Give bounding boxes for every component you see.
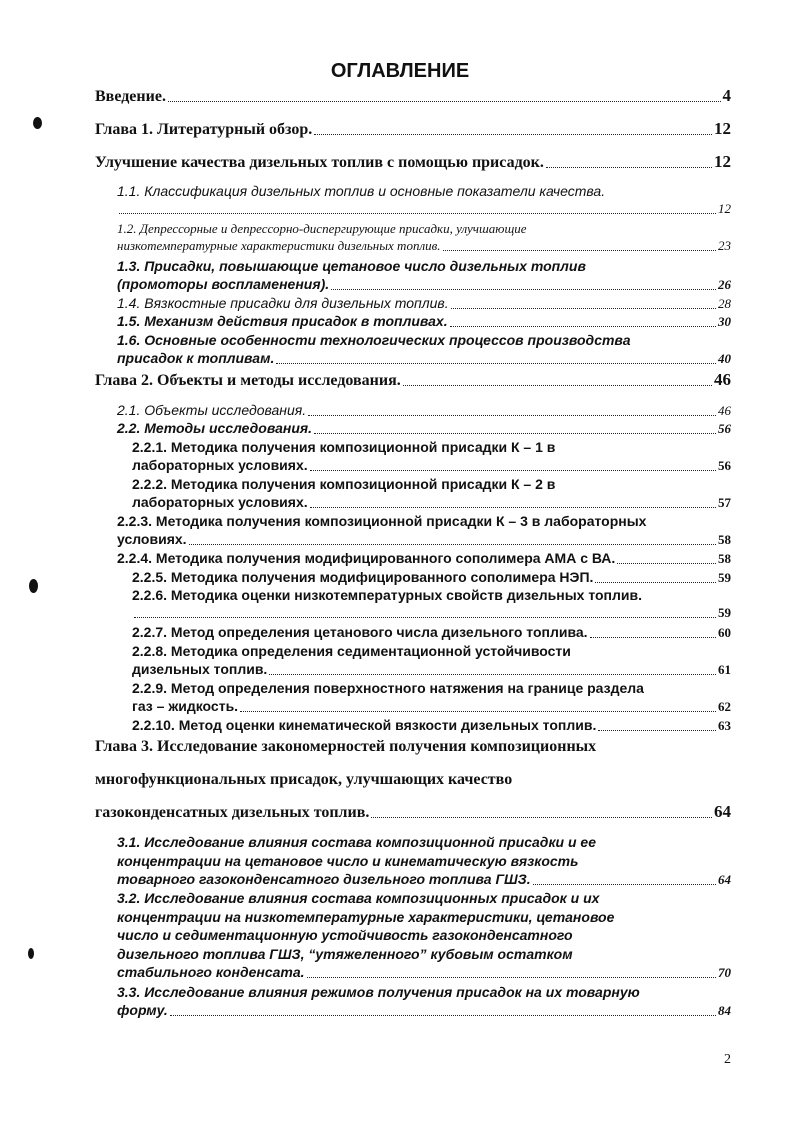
dot-leader bbox=[331, 288, 716, 290]
entry-page: 57 bbox=[718, 495, 731, 510]
toc-entry-3-2-title-1[interactable]: 3.2. Исследование влияния состава композиционных присадок и их bbox=[117, 890, 600, 906]
toc-entry-1-6-title[interactable]: 1.6. Основные особенности технологических процессов производства bbox=[117, 332, 631, 348]
entry-page: 64 bbox=[718, 872, 731, 887]
dot-leader bbox=[546, 166, 712, 168]
toc-entry-2-2-2-title[interactable]: 2.2.2. Методика получения композиционной присадки К – 2 в bbox=[132, 476, 556, 492]
toc-entry-2-2-1-title[interactable]: 2.2.1. Методика получения композиционной присадки К – 1 в bbox=[132, 439, 556, 455]
page-number: 2 bbox=[724, 1052, 731, 1067]
entry-page: 28 bbox=[718, 296, 731, 311]
entry-page: 46 bbox=[718, 403, 731, 418]
entry-title: Улучшение качества дизельных топлив с помощью присадок. bbox=[95, 154, 544, 171]
toc-entry-1-1[interactable] bbox=[117, 199, 731, 219]
toc-entry-3-3[interactable] bbox=[117, 1000, 731, 1021]
entry-title: Глава 2. Объекты и методы исследования. bbox=[95, 372, 401, 389]
dot-leader bbox=[371, 816, 712, 818]
toc-entry-3-1-title-2[interactable]: концентрации на цетановое число и кинематическую вязкость bbox=[117, 853, 579, 869]
entry-page: 12 bbox=[714, 152, 731, 171]
toc-entry-3-2[interactable] bbox=[117, 962, 731, 983]
dot-leader bbox=[168, 100, 721, 102]
entry-page: 62 bbox=[718, 699, 731, 714]
toc-entry-2-2[interactable] bbox=[117, 418, 731, 439]
toc-entry-3-3-title[interactable]: 3.3. Исследование влияния режимов получения присадок на их товарную bbox=[117, 984, 640, 1000]
entry-title: газоконденсатных дизельных топлив. bbox=[95, 804, 370, 821]
toc-entry-3-2-title-2[interactable]: концентрации на низкотемпературные характеристики, цетановое bbox=[117, 909, 615, 925]
toc-entry-3-1-title-1[interactable]: 3.1. Исследование влияния состава композиционной присадки и ее bbox=[117, 834, 597, 850]
entry-page: 64 bbox=[714, 802, 731, 821]
toc-entry-ch3-title-2[interactable]: многофункциональных присадок, улучшающих качество bbox=[95, 771, 513, 788]
entry-page: 59 bbox=[718, 570, 731, 585]
entry-title: 2.2.7. Метод определения цетанового числа дизельного топлива. bbox=[132, 624, 588, 640]
toc-entry-ch3-title-1[interactable]: Глава 3. Исследование закономерностей получения композиционных bbox=[95, 738, 597, 755]
entry-page: 26 bbox=[718, 277, 731, 292]
dot-leader bbox=[119, 212, 716, 214]
toc-entry-2-2-6-title[interactable]: 2.2.6. Методика оценки низкотемпературных свойств дизельных топлив. bbox=[132, 587, 643, 603]
entry-page: 12 bbox=[714, 119, 731, 138]
toc-entry-2-2-9-title[interactable]: 2.2.9. Метод определения поверхностного натяжения на границе раздела bbox=[132, 680, 644, 696]
toc-entry-2-2-7[interactable] bbox=[132, 622, 731, 643]
entry-title: Введение. bbox=[95, 88, 166, 105]
toc-entry-ch2[interactable] bbox=[95, 370, 731, 391]
dot-leader bbox=[134, 616, 716, 618]
dot-leader bbox=[170, 1014, 716, 1016]
dot-leader bbox=[451, 307, 716, 309]
entry-title: присадок к топливам. bbox=[117, 350, 275, 366]
entry-page: 23 bbox=[718, 238, 731, 253]
entry-title: лабораторных условиях. bbox=[132, 457, 308, 473]
toc-entry-intro[interactable] bbox=[95, 86, 731, 107]
toc-entry-1-5[interactable] bbox=[117, 311, 731, 332]
toc-entry-3-2-title-4[interactable]: дизельного топлива ГШЗ, “утяжеленного” кубовым остатком bbox=[117, 946, 573, 962]
toc-entry-ch3[interactable] bbox=[95, 802, 731, 823]
entry-title: Глава 1. Литературный обзор. bbox=[95, 121, 313, 138]
entry-title: товарного газоконденсатного дизельного топлива ГШЗ. bbox=[117, 871, 531, 887]
toc-entry-2-2-3[interactable] bbox=[117, 529, 731, 550]
entry-title: 1.4. Вязкостные присадки для дизельных топлив. bbox=[117, 295, 449, 311]
entry-page: 4 bbox=[722, 86, 731, 105]
entry-title: 2.2.10. Метод оценки кинематической вязкости дизельных топлив. bbox=[132, 717, 597, 733]
entry-page: 63 bbox=[718, 718, 731, 733]
dot-leader bbox=[240, 710, 716, 712]
entry-title: (промоторы воспламенения). bbox=[117, 276, 330, 292]
entry-title: лабораторных условиях. bbox=[132, 494, 308, 510]
entry-page: 58 bbox=[718, 532, 731, 547]
dot-leader bbox=[533, 883, 716, 885]
entry-title: дизельных топлив. bbox=[132, 661, 268, 677]
toc-entry-3-1[interactable] bbox=[117, 869, 731, 890]
dot-leader bbox=[307, 976, 716, 978]
toc-entry-1-3[interactable] bbox=[117, 274, 731, 295]
toc-entry-2-2-3-title[interactable]: 2.2.3. Методика получения композиционной присадки К – 3 в лабораторных bbox=[117, 513, 647, 529]
entry-title: 2.2. Методы исследования. bbox=[117, 420, 313, 436]
dot-leader bbox=[403, 384, 712, 386]
entry-page: 56 bbox=[718, 421, 731, 436]
entry-title: форму. bbox=[117, 1002, 168, 1018]
dot-leader bbox=[617, 562, 716, 564]
toc-entry-1-2-title[interactable]: 1.2. Депрессорные и депрессорно-диспергирующие присадки, улучшающие bbox=[117, 221, 527, 236]
dot-leader bbox=[189, 543, 716, 545]
entry-page: 59 bbox=[718, 605, 731, 620]
dot-leader bbox=[598, 729, 716, 731]
entry-title: стабильного конденсата. bbox=[117, 964, 305, 980]
toc-entry-2-2-2[interactable] bbox=[132, 492, 731, 513]
toc-entry-1-1-title[interactable]: 1.1. Классификация дизельных топлив и основные показатели качества. bbox=[117, 183, 606, 199]
dot-leader bbox=[595, 581, 716, 583]
toc-entry-1-6[interactable] bbox=[117, 348, 731, 369]
dot-leader bbox=[450, 325, 716, 327]
toc-entry-2-2-9[interactable] bbox=[132, 696, 731, 717]
entry-page: 56 bbox=[718, 458, 731, 473]
entry-page: 12 bbox=[718, 201, 731, 216]
page-title: ОГЛАВЛЕНИЕ bbox=[330, 60, 470, 82]
dot-leader bbox=[269, 673, 716, 675]
entry-title: газ – жидкость. bbox=[132, 698, 239, 714]
toc-entry-2-2-6[interactable] bbox=[132, 603, 731, 623]
toc-entry-2-2-10[interactable] bbox=[132, 715, 731, 736]
entry-title: 2.1. Объекты исследования. bbox=[117, 402, 307, 418]
toc-entry-1-2[interactable] bbox=[117, 236, 731, 256]
entry-title: условиях. bbox=[117, 531, 187, 547]
dot-leader bbox=[314, 133, 712, 135]
entry-page: 61 bbox=[718, 662, 731, 677]
toc-entry-ch1[interactable] bbox=[95, 119, 731, 140]
entry-page: 60 bbox=[718, 625, 731, 640]
entry-page: 30 bbox=[718, 314, 731, 329]
entry-page: 46 bbox=[714, 370, 731, 389]
entry-page: 58 bbox=[718, 551, 731, 566]
entry-title: 1.5. Механизм действия присадок в топливах. bbox=[117, 313, 448, 329]
toc-entry-2-2-4[interactable] bbox=[117, 548, 731, 569]
toc-entry-3-2-title-3[interactable]: число и седиментационную устойчивость газоконденсатного bbox=[117, 927, 573, 943]
dot-leader bbox=[276, 362, 716, 364]
entry-title: 2.2.5. Методика получения модифицированного сополимера НЭП. bbox=[132, 569, 594, 585]
toc-entry-ch1-section[interactable] bbox=[95, 152, 731, 173]
entry-title: 2.2.4. Методика получения модифицированного сополимера АМА с ВА. bbox=[117, 550, 616, 566]
dot-leader bbox=[308, 414, 716, 416]
dot-leader bbox=[314, 432, 716, 434]
entry-page: 70 bbox=[718, 965, 731, 980]
toc-entry-1-3-title[interactable]: 1.3. Присадки, повышающие цетановое число дизельных топлив bbox=[117, 258, 586, 274]
dot-leader bbox=[443, 249, 716, 251]
entry-title: низкотемпературные характеристики дизельных топлив. bbox=[117, 238, 441, 253]
toc-entry-2-2-8[interactable] bbox=[132, 659, 731, 680]
entry-page: 84 bbox=[718, 1003, 731, 1018]
toc-entry-2-2-8-title[interactable]: 2.2.8. Методика определения седиментационной устойчивости bbox=[132, 643, 571, 659]
toc-entry-2-2-1[interactable] bbox=[132, 455, 731, 476]
dot-leader bbox=[590, 636, 716, 638]
entry-page: 40 bbox=[718, 351, 731, 366]
dot-leader bbox=[310, 469, 716, 471]
dot-leader bbox=[310, 506, 716, 508]
